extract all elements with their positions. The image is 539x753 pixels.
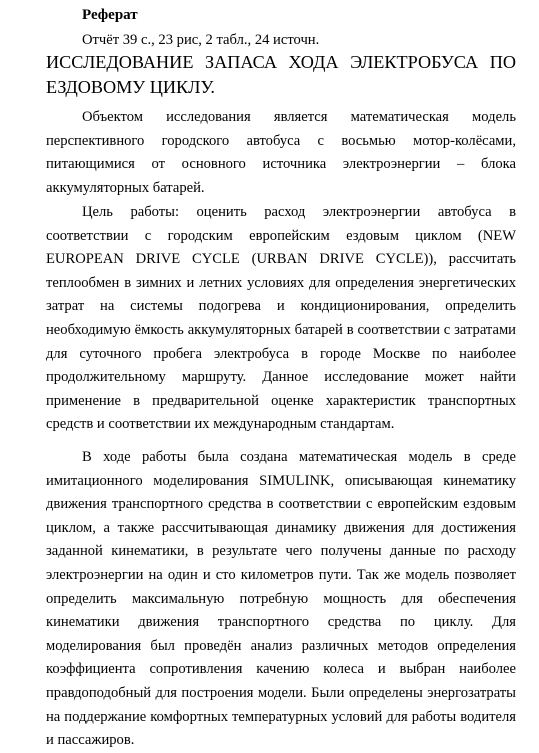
paragraph-work-goal: Цель работы: оценить расход электроэнергии автобуса в соответствии с городским европейским ездовым циклом (NEW EUROPEAN DRIVE CYCLE (URBAN DRIVE CYCLE)), рассчитать теплообмен в зимних и летних условиях для определения энергетических затрат на системы подогрева и кондиционирования, определить необходимую ёмкость аккумуляторных батарей в соответствии с затратами для суточного пробега электробуса в городе Москве по наиболее продолжительному маршруту. Данное исследование может найти применение в предварительной оценке характеристик транспортных средств и соответствии их международным стандартам. [46, 204, 516, 433]
abstract-heading: Реферат [82, 7, 138, 23]
paragraph-work-progress: В ходе работы была создана математическая модель в среде имитационного моделирования SIMULINK, описывающая кинематику движения транспортного средства в соответствии с европейским ездовым циклом, а также рассчитывающая динамику движения для достижения заданной кинематики, в результате чего получены данные по расходу электроэнергии на один и сто километров пути. Так же модель позволяет определить максимальную потребную мощность для обеспечения кинематики движения транспортного средства по циклу. Для моделирования был проведён анализ различных методов определения коэффициента сопротивления качению колеса и выбран наиболее правдоподобный для построения модели. Были определены энергозатраты на поддержание комфортных температурных условий для работы водителя и пассажиров. [46, 449, 516, 749]
paragraph-research-object: Объектом исследования является математическая модель перспективного городского автобуса с восьмью мотор-колёсами, питающимися от основного источника электроэнергии – блока аккумуляторных батарей. [46, 109, 516, 196]
report-info: Отчёт 39 с., 23 рис, 2 табл., 24 источн. [82, 32, 320, 48]
document-title: ИССЛЕДОВАНИЕ ЗАПАСА ХОДА ЭЛЕКТРОБУСА ПО ЕЗДОВОМУ ЦИКЛУ. [46, 52, 516, 97]
